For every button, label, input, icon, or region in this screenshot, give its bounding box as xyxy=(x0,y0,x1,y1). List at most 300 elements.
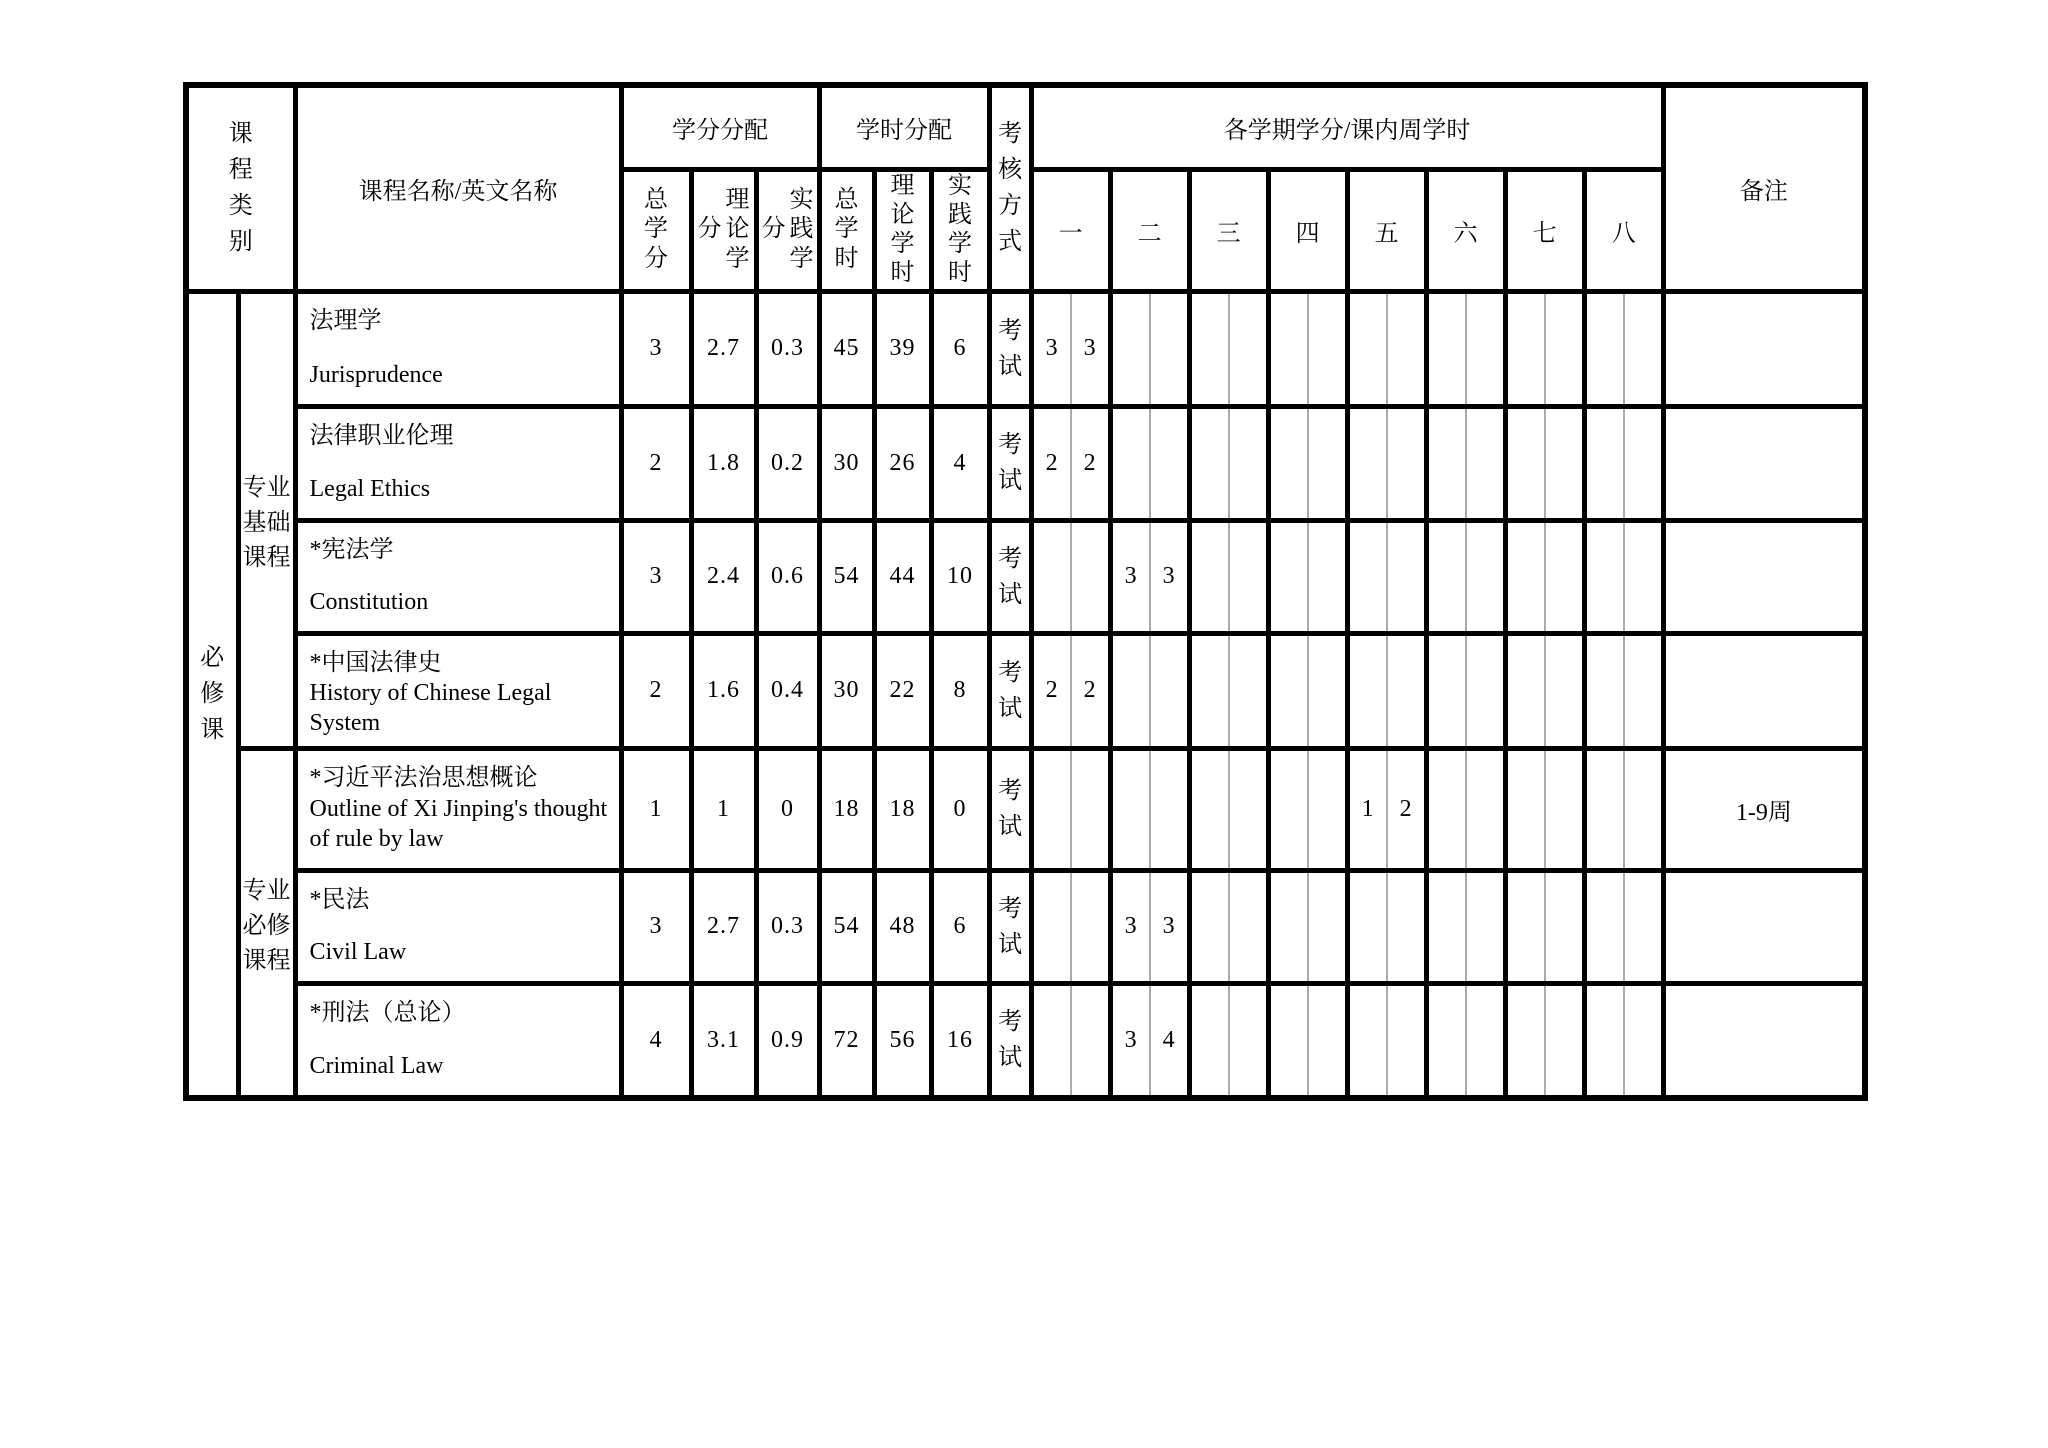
semester-weekly-hours-value xyxy=(1307,294,1345,404)
semester-3-cell xyxy=(1189,983,1268,1098)
course-name-chinese: *中国法律史 xyxy=(309,649,442,676)
header-semester-5: 五 xyxy=(1347,169,1426,291)
practice-hours-value: 6 xyxy=(931,291,989,406)
header-total-credits xyxy=(621,169,691,291)
course-name-english: Jurisprudence xyxy=(309,361,443,388)
semester-subcells xyxy=(1429,409,1503,518)
semester-weekly-hours-value xyxy=(1623,751,1661,868)
course-name-cell xyxy=(295,291,621,406)
semester-subcells xyxy=(1034,523,1108,631)
semester-6-cell xyxy=(1426,406,1505,520)
course-name-chinese: *宪法学 xyxy=(309,536,394,563)
course-row xyxy=(186,291,1865,406)
semester-credit-value xyxy=(1271,294,1307,404)
semester-subcells xyxy=(1350,409,1424,518)
theory-credits-value: 1.8 xyxy=(691,406,756,520)
semester-1-cell xyxy=(1031,748,1110,870)
semester-6-cell xyxy=(1426,748,1505,870)
total-hours-value: 72 xyxy=(819,983,874,1098)
practice-hours-value: 16 xyxy=(931,983,989,1098)
total-credits-value: 1 xyxy=(621,748,691,870)
semester-7-cell xyxy=(1505,870,1584,983)
remark-value xyxy=(1663,406,1865,520)
course-name-chinese: *民法 xyxy=(309,886,370,913)
course-row xyxy=(186,748,1865,870)
semester-credit-value: 2 xyxy=(1045,449,1058,476)
semester-subcells xyxy=(1271,751,1345,868)
group-professional-basic-courses: 专业基础课程 xyxy=(238,291,295,748)
course-name-box xyxy=(298,986,619,1096)
semester-4-cell xyxy=(1268,406,1347,520)
semester-credit-value: 3 xyxy=(1124,563,1137,590)
semester-credit-value xyxy=(1350,986,1386,1096)
course-name-cell xyxy=(295,406,621,520)
semester-credit-value: 3 xyxy=(1124,913,1137,940)
semester-credit-value xyxy=(1350,636,1386,746)
semester-credit-value xyxy=(1192,523,1228,631)
course-name-cell xyxy=(295,983,621,1098)
semester-4-cell xyxy=(1268,748,1347,870)
semester-subcells xyxy=(1587,409,1661,518)
header-credit-group: 学分分配 xyxy=(621,85,819,169)
semester-5-cell xyxy=(1347,983,1426,1098)
assessment-method-value xyxy=(989,291,1031,406)
semester-5-cell xyxy=(1347,748,1426,870)
vertical-text: 总 学 分 xyxy=(644,187,668,272)
semester-subcells xyxy=(1587,294,1661,404)
semester-weekly-hours-value xyxy=(1307,409,1345,518)
total-hours-value: 18 xyxy=(819,748,874,870)
semester-weekly-hours-value xyxy=(1386,873,1424,981)
semester-credit-value xyxy=(1192,873,1228,981)
semester-8-cell xyxy=(1584,983,1663,1098)
semester-credit-value xyxy=(1271,751,1307,868)
theory-credits-value: 3.1 xyxy=(691,983,756,1098)
semester-credit-value xyxy=(1587,523,1623,631)
semester-subcells xyxy=(1587,751,1661,868)
semester-subcells xyxy=(1113,873,1187,981)
remark-value xyxy=(1663,291,1865,406)
semester-weekly-hours-value xyxy=(1544,523,1582,631)
semester-2-cell xyxy=(1110,406,1189,520)
semester-8-cell xyxy=(1584,748,1663,870)
semester-7-cell xyxy=(1505,983,1584,1098)
semester-7-cell xyxy=(1505,633,1584,748)
semester-weekly-hours-value: 2 xyxy=(1386,751,1424,868)
semester-subcells xyxy=(1034,751,1108,868)
header-total-hours xyxy=(819,169,874,291)
header-course-category xyxy=(186,85,295,291)
course-row xyxy=(186,633,1865,748)
total-credits-value: 2 xyxy=(621,406,691,520)
theory-credits-value: 1.6 xyxy=(691,633,756,748)
semester-weekly-hours-value xyxy=(1623,636,1661,746)
practice-credits-value: 0.9 xyxy=(756,983,819,1098)
semester-subcells xyxy=(1113,636,1187,746)
semester-2-cell xyxy=(1110,291,1189,406)
semester-weekly-hours-value xyxy=(1228,409,1266,518)
semester-credit-value xyxy=(1508,294,1544,404)
semester-credit-value xyxy=(1271,873,1307,981)
semester-3-cell xyxy=(1189,291,1268,406)
semester-8-cell xyxy=(1584,870,1663,983)
semester-5-cell xyxy=(1347,406,1426,520)
semester-subcells xyxy=(1192,751,1266,868)
semester-weekly-hours-value xyxy=(1070,986,1108,1096)
category-required-courses xyxy=(186,291,238,1098)
header-practice-hours xyxy=(931,169,989,291)
semester-credit-value xyxy=(1429,873,1465,981)
practice-credits-value: 0.3 xyxy=(756,291,819,406)
semester-weekly-hours-value xyxy=(1386,523,1424,631)
course-row xyxy=(186,983,1865,1098)
course-name-cell xyxy=(295,748,621,870)
semester-subcells xyxy=(1350,294,1424,404)
semester-subcells xyxy=(1350,751,1424,868)
semester-8-cell xyxy=(1584,520,1663,633)
practice-credits-value: 0.2 xyxy=(756,406,819,520)
semester-3-cell xyxy=(1189,633,1268,748)
semester-6-cell xyxy=(1426,291,1505,406)
semester-weekly-hours-value xyxy=(1623,294,1661,404)
vertical-text: 分 xyxy=(697,216,722,243)
semester-weekly-hours-value xyxy=(1623,523,1661,631)
vertical-split-text xyxy=(694,186,754,274)
semester-weekly-hours-value xyxy=(1544,409,1582,518)
semester-credit-value xyxy=(1429,636,1465,746)
semester-subcells xyxy=(1192,294,1266,404)
practice-credits-value: 0.3 xyxy=(756,870,819,983)
semester-credit-value xyxy=(1508,636,1544,746)
semester-credit-value xyxy=(1192,294,1228,404)
semester-credit-value xyxy=(1350,523,1386,631)
semester-subcells xyxy=(1350,523,1424,631)
semester-8-cell xyxy=(1584,291,1663,406)
total-hours-value: 54 xyxy=(819,870,874,983)
theory-credits-value: 1 xyxy=(691,748,756,870)
semester-subcells xyxy=(1034,873,1108,981)
semester-weekly-hours-value xyxy=(1544,294,1582,404)
semester-8-cell xyxy=(1584,633,1663,748)
semester-credit-value xyxy=(1271,636,1307,746)
semester-credit-value xyxy=(1034,751,1070,868)
semester-weekly-hours-value xyxy=(1544,986,1582,1096)
semester-weekly-hours-value xyxy=(1228,873,1266,981)
total-credits-value: 4 xyxy=(621,983,691,1098)
semester-6-cell xyxy=(1426,633,1505,748)
vertical-text: 考 试 xyxy=(998,778,1023,841)
semester-subcells xyxy=(1350,636,1424,746)
semester-credit-value xyxy=(1034,523,1070,631)
semester-weekly-hours-value xyxy=(1465,523,1503,631)
assessment-method-value xyxy=(989,406,1031,520)
semester-credit-value xyxy=(1192,751,1228,868)
semester-2-cell xyxy=(1110,983,1189,1098)
semester-subcells xyxy=(1113,523,1187,631)
semester-credit-value xyxy=(1587,636,1623,746)
semester-credit-value: 3 xyxy=(1124,1026,1137,1053)
semester-7-cell xyxy=(1505,520,1584,633)
theory-hours-value: 48 xyxy=(874,870,931,983)
vertical-text: 理 论 学 xyxy=(725,187,750,272)
semester-credit-value: 1 xyxy=(1361,795,1374,822)
semester-weekly-hours-value xyxy=(1307,873,1345,981)
semester-credit-value: 3 xyxy=(1045,335,1058,362)
semester-6-cell xyxy=(1426,870,1505,983)
semester-weekly-hours-value: 3 xyxy=(1149,523,1187,631)
semester-2-cell xyxy=(1110,520,1189,633)
semester-subcells xyxy=(1350,873,1424,981)
course-name-chinese: *习近平法治思想概论 xyxy=(309,764,538,791)
remark-value xyxy=(1663,520,1865,633)
header-semester-6: 六 xyxy=(1426,169,1505,291)
semester-weekly-hours-value: 3 xyxy=(1149,873,1187,981)
assessment-method-value xyxy=(989,983,1031,1098)
semester-subcells xyxy=(1429,751,1503,868)
remark-value: 1-9周 xyxy=(1663,748,1865,870)
vertical-text: 分 xyxy=(761,216,786,243)
semester-weekly-hours-value xyxy=(1307,523,1345,631)
semester-credit-value xyxy=(1113,636,1149,746)
theory-hours-value: 56 xyxy=(874,983,931,1098)
semester-2-cell xyxy=(1110,633,1189,748)
total-hours-value: 54 xyxy=(819,520,874,633)
header-theory-credits xyxy=(691,169,756,291)
semester-credit-value xyxy=(1192,636,1228,746)
vertical-text: 考 试 xyxy=(998,659,1023,722)
semester-subcells xyxy=(1587,636,1661,746)
remark-value xyxy=(1663,633,1865,748)
semester-subcells xyxy=(1508,636,1582,746)
vertical-text: 理 论 学 时 xyxy=(890,172,915,287)
semester-subcells xyxy=(1192,873,1266,981)
vertical-text: 考 试 xyxy=(998,1009,1023,1072)
semester-7-cell xyxy=(1505,748,1584,870)
semester-credit-value xyxy=(1587,873,1623,981)
semester-weekly-hours-value xyxy=(1070,873,1108,981)
semester-subcells xyxy=(1429,523,1503,631)
header-semester-7: 七 xyxy=(1505,169,1584,291)
semester-4-cell xyxy=(1268,291,1347,406)
semester-3-cell xyxy=(1189,520,1268,633)
semester-subcells xyxy=(1034,409,1108,518)
course-name-chinese: 法理学 xyxy=(309,307,382,334)
vertical-text: 实 践 学 xyxy=(789,187,814,272)
course-name-box xyxy=(298,409,619,518)
semester-4-cell xyxy=(1268,520,1347,633)
semester-weekly-hours-value: 2 xyxy=(1070,636,1108,746)
semester-credit-value xyxy=(1113,294,1149,404)
semester-credit-value xyxy=(1587,986,1623,1096)
semester-subcells xyxy=(1271,986,1345,1096)
semester-subcells xyxy=(1508,523,1582,631)
course-row xyxy=(186,406,1865,520)
semester-credit-value xyxy=(1429,751,1465,868)
semester-weekly-hours-value xyxy=(1228,636,1266,746)
semester-weekly-hours-value xyxy=(1544,636,1582,746)
semester-weekly-hours-value: 3 xyxy=(1070,294,1108,404)
header-course-name: 课程名称/英文名称 xyxy=(295,85,621,291)
course-name-english: Constitution xyxy=(309,588,429,615)
semester-credit-value xyxy=(1429,294,1465,404)
semester-3-cell xyxy=(1189,870,1268,983)
course-name-cell xyxy=(295,633,621,748)
semester-1-cell xyxy=(1031,520,1110,633)
semester-credit-value xyxy=(1429,986,1465,1096)
semester-weekly-hours-value xyxy=(1228,294,1266,404)
semester-credit-value xyxy=(1508,986,1544,1096)
semester-credit-value: 2 xyxy=(1045,677,1058,704)
semester-subcells xyxy=(1429,636,1503,746)
practice-hours-value: 4 xyxy=(931,406,989,520)
semester-subcells xyxy=(1429,294,1503,404)
semester-credit-value xyxy=(1271,409,1307,518)
vertical-text: 总 学 时 xyxy=(834,187,859,272)
semester-subcells xyxy=(1192,523,1266,631)
course-name-box xyxy=(298,523,619,631)
semester-6-cell xyxy=(1426,520,1505,633)
semester-5-cell xyxy=(1347,520,1426,633)
semester-subcells xyxy=(1271,294,1345,404)
practice-credits-value: 0.6 xyxy=(756,520,819,633)
semester-subcells xyxy=(1508,409,1582,518)
semester-credit-value xyxy=(1587,751,1623,868)
semester-credit-value xyxy=(1192,409,1228,518)
semester-credit-value xyxy=(1429,409,1465,518)
semester-credit-value xyxy=(1587,409,1623,518)
semester-subcells xyxy=(1429,986,1503,1096)
semester-1-cell xyxy=(1031,983,1110,1098)
course-name-box xyxy=(298,873,619,981)
semester-subcells xyxy=(1508,873,1582,981)
semester-credit-value xyxy=(1034,873,1070,981)
course-name-box xyxy=(298,294,619,404)
vertical-text: 考 试 xyxy=(998,545,1023,608)
semester-weekly-hours-value xyxy=(1149,636,1187,746)
total-credits-value: 3 xyxy=(621,520,691,633)
total-hours-value: 45 xyxy=(819,291,874,406)
semester-subcells xyxy=(1271,523,1345,631)
semester-weekly-hours-value xyxy=(1149,409,1187,518)
vertical-text: 课 程 类 别 xyxy=(228,121,253,256)
semester-1-cell xyxy=(1031,633,1110,748)
course-name-english: Legal Ethics xyxy=(309,475,431,502)
semester-subcells xyxy=(1271,636,1345,746)
semester-subcells xyxy=(1587,523,1661,631)
semester-credit-value xyxy=(1271,523,1307,631)
vertical-text: 考 核 方 式 xyxy=(998,121,1023,256)
practice-hours-value: 6 xyxy=(931,870,989,983)
theory-hours-value: 44 xyxy=(874,520,931,633)
semester-4-cell xyxy=(1268,633,1347,748)
semester-weekly-hours-value xyxy=(1386,409,1424,518)
remark-value xyxy=(1663,870,1865,983)
semester-weekly-hours-value xyxy=(1228,751,1266,868)
semester-credit-value xyxy=(1113,751,1149,868)
header-semester-8: 八 xyxy=(1584,169,1663,291)
vertical-text: 考 试 xyxy=(998,432,1023,495)
vertical-text: 考 试 xyxy=(998,895,1023,958)
header-semester-2: 二 xyxy=(1110,169,1189,291)
header-assessment-method xyxy=(989,85,1031,291)
semester-subcells xyxy=(1113,751,1187,868)
practice-credits-value: 0 xyxy=(756,748,819,870)
semester-5-cell xyxy=(1347,291,1426,406)
theory-credits-value: 2.7 xyxy=(691,870,756,983)
semester-weekly-hours-value xyxy=(1623,873,1661,981)
semester-5-cell xyxy=(1347,870,1426,983)
total-hours-value: 30 xyxy=(819,633,874,748)
semester-1-cell xyxy=(1031,406,1110,520)
vertical-text: 实 践 学 时 xyxy=(948,172,973,287)
course-name-cell xyxy=(295,520,621,633)
semester-3-cell xyxy=(1189,748,1268,870)
semester-subcells xyxy=(1587,873,1661,981)
course-name-box xyxy=(298,751,619,868)
course-name-english: Civil Law xyxy=(309,938,407,965)
semester-subcells xyxy=(1113,294,1187,404)
semester-weekly-hours-value xyxy=(1623,409,1661,518)
course-name-chinese: *刑法（总论） xyxy=(309,999,466,1026)
semester-weekly-hours-value xyxy=(1307,986,1345,1096)
semester-weekly-hours-value xyxy=(1070,751,1108,868)
semester-credit-value xyxy=(1587,294,1623,404)
semester-credit-value xyxy=(1350,409,1386,518)
semester-weekly-hours-value xyxy=(1465,409,1503,518)
semester-subcells xyxy=(1192,986,1266,1096)
course-name-chinese: 法律职业伦理 xyxy=(309,422,454,449)
group-professional-required-courses: 专业必修课程 xyxy=(238,748,295,1098)
semester-weekly-hours-value xyxy=(1544,873,1582,981)
total-credits-value: 2 xyxy=(621,633,691,748)
header-remark: 备注 xyxy=(1663,85,1865,291)
header-semester-group: 各学期学分/课内周学时 xyxy=(1031,85,1663,169)
theory-hours-value: 18 xyxy=(874,748,931,870)
header-semester-4: 四 xyxy=(1268,169,1347,291)
assessment-method-value xyxy=(989,633,1031,748)
semester-weekly-hours-value xyxy=(1386,986,1424,1096)
semester-subcells xyxy=(1271,873,1345,981)
semester-7-cell xyxy=(1505,406,1584,520)
semester-weekly-hours-value xyxy=(1544,751,1582,868)
semester-2-cell xyxy=(1110,870,1189,983)
semester-weekly-hours-value xyxy=(1623,986,1661,1096)
header-semester-3: 三 xyxy=(1189,169,1268,291)
semester-subcells xyxy=(1192,636,1266,746)
semester-credit-value xyxy=(1429,523,1465,631)
semester-subcells xyxy=(1192,409,1266,518)
semester-4-cell xyxy=(1268,870,1347,983)
semester-credit-value xyxy=(1271,986,1307,1096)
semester-weekly-hours-value xyxy=(1386,636,1424,746)
semester-credit-value xyxy=(1508,751,1544,868)
semester-credit-value xyxy=(1192,986,1228,1096)
semester-weekly-hours-value xyxy=(1228,986,1266,1096)
semester-subcells xyxy=(1034,294,1108,404)
course-name-english: Outline of Xi Jinping's thought of rule by law xyxy=(309,795,608,852)
course-name-cell xyxy=(295,870,621,983)
semester-weekly-hours-value xyxy=(1307,636,1345,746)
semester-weekly-hours-value xyxy=(1386,294,1424,404)
header-hours-group: 学时分配 xyxy=(819,85,989,169)
semester-subcells xyxy=(1034,636,1108,746)
semester-credit-value xyxy=(1508,523,1544,631)
semester-weekly-hours-value xyxy=(1070,523,1108,631)
theory-credits-value: 2.4 xyxy=(691,520,756,633)
course-name-english: Criminal Law xyxy=(309,1053,444,1080)
semester-subcells xyxy=(1113,409,1187,518)
semester-weekly-hours-value xyxy=(1465,636,1503,746)
